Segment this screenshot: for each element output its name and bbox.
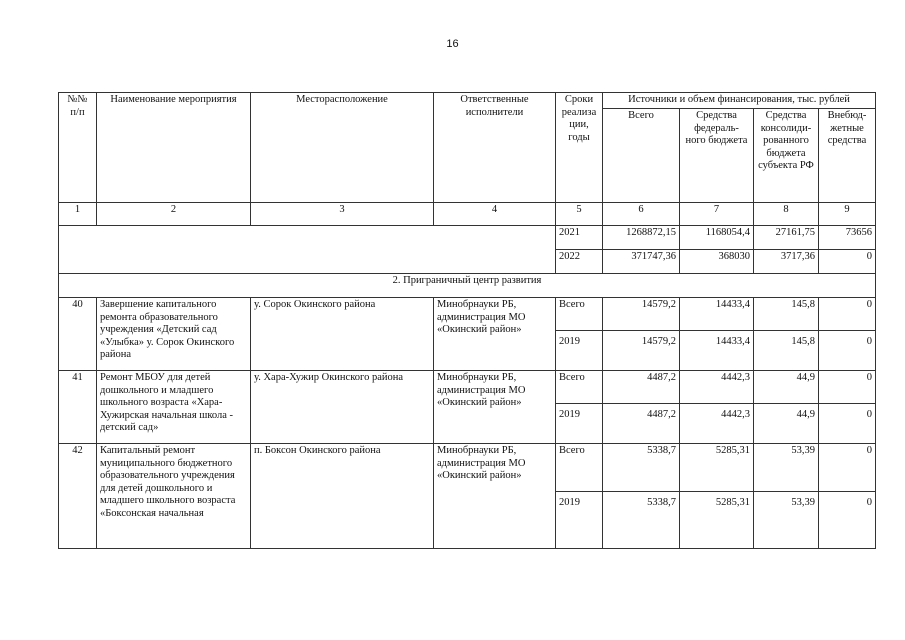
item-name: Завершение капитального ремонта образовательного учреждения «Детский сад «Улыбка» у. Сорок Окинского района [97,298,251,371]
cell-federal: 14433,4 [680,298,754,331]
table-row [59,444,876,492]
cell-regional: 145,8 [754,298,819,331]
table-row [59,298,876,331]
cell-extra: 0 [819,371,876,404]
cell-year: 2019 [556,492,603,549]
cell-extra: 0 [819,331,876,371]
cell-year: 2022 [556,250,603,274]
section-title: 2. Приграничный центр развития [59,274,876,298]
item-name: Ремонт МБОУ для детей дошкольного и младшего школьного возраста «Хара-Хужирская начальная школа - детский сад» [97,371,251,444]
table-row [59,371,876,404]
column-number: 8 [754,203,819,226]
cell-federal: 5285,31 [680,444,754,492]
header-num: №№ п/п [59,93,97,203]
header-funding: Источники и объем финансирования, тыс. рублей [603,93,876,109]
header-extra: Внебюд- жетные средства [819,109,876,203]
header-federal: Средства федераль- ного бюджета [680,109,754,203]
item-name: Капитальный ремонт муниципального бюджетного образовательного учреждения для детей дошкольного и младшего школьного возраста «Боксонская начальная [97,444,251,549]
cell-extra: 0 [819,444,876,492]
item-responsible: Минобрнауки РБ, администрация МО «Окинский район» [434,444,556,549]
cell-total: 1268872,15 [603,226,680,250]
header-years: Сроки реализа ции, годы [556,93,603,203]
cell-total: 14579,2 [603,331,680,371]
cell-regional: 53,39 [754,444,819,492]
item-number: 41 [59,371,97,444]
cell-total: 14579,2 [603,298,680,331]
cell-regional: 27161,75 [754,226,819,250]
column-number: 2 [97,203,251,226]
cell-extra: 73656 [819,226,876,250]
cell-extra: 0 [819,250,876,274]
item-location: у. Сорок Окинского района [251,298,434,371]
cell-federal: 368030 [680,250,754,274]
cell-total: 371747,36 [603,250,680,274]
cell-year: 2019 [556,331,603,371]
cell-extra: 0 [819,298,876,331]
column-number: 5 [556,203,603,226]
column-number: 9 [819,203,876,226]
item-location: п. Боксон Окинского района [251,444,434,549]
cell-federal: 4442,3 [680,404,754,444]
cell-year: Всего [556,444,603,492]
cell-regional: 53,39 [754,492,819,549]
page-number: 16 [446,38,459,50]
column-number: 1 [59,203,97,226]
section-row [59,274,876,298]
cell-regional: 3717,36 [754,250,819,274]
item-number: 40 [59,298,97,371]
cell-extra: 0 [819,404,876,444]
cell-federal: 5285,31 [680,492,754,549]
cell-total: 5338,7 [603,444,680,492]
funding-table [58,92,876,549]
cell-federal: 1168054,4 [680,226,754,250]
item-number: 42 [59,444,97,549]
column-number: 3 [251,203,434,226]
cell-federal: 14433,4 [680,331,754,371]
cell-total: 5338,7 [603,492,680,549]
header-regional: Средства консолиди- рованного бюджета субъекта РФ [754,109,819,203]
header-responsible: Ответственные исполнители [434,93,556,203]
cell-total: 4487,2 [603,371,680,404]
totals-blank [59,226,556,274]
header-row-top [59,93,876,109]
cell-year: 2019 [556,404,603,444]
cell-regional: 44,9 [754,371,819,404]
cell-regional: 44,9 [754,404,819,444]
cell-year: 2021 [556,226,603,250]
cell-total: 4487,2 [603,404,680,444]
cell-year: Всего [556,298,603,331]
header-name: Наименование мероприятия [97,93,251,203]
cell-federal: 4442,3 [680,371,754,404]
item-location: у. Хара-Хужир Окинского района [251,371,434,444]
item-responsible: Минобрнауки РБ, администрация МО «Окинский район» [434,371,556,444]
header-total: Всего [603,109,680,203]
column-number: 6 [603,203,680,226]
item-responsible: Минобрнауки РБ, администрация МО «Окинский район» [434,298,556,371]
cell-extra: 0 [819,492,876,549]
header-location: Месторасположение [251,93,434,203]
column-number: 4 [434,203,556,226]
cell-regional: 145,8 [754,331,819,371]
column-numbers-row [59,203,876,226]
column-number: 7 [680,203,754,226]
cell-year: Всего [556,371,603,404]
totals-row [59,226,876,250]
